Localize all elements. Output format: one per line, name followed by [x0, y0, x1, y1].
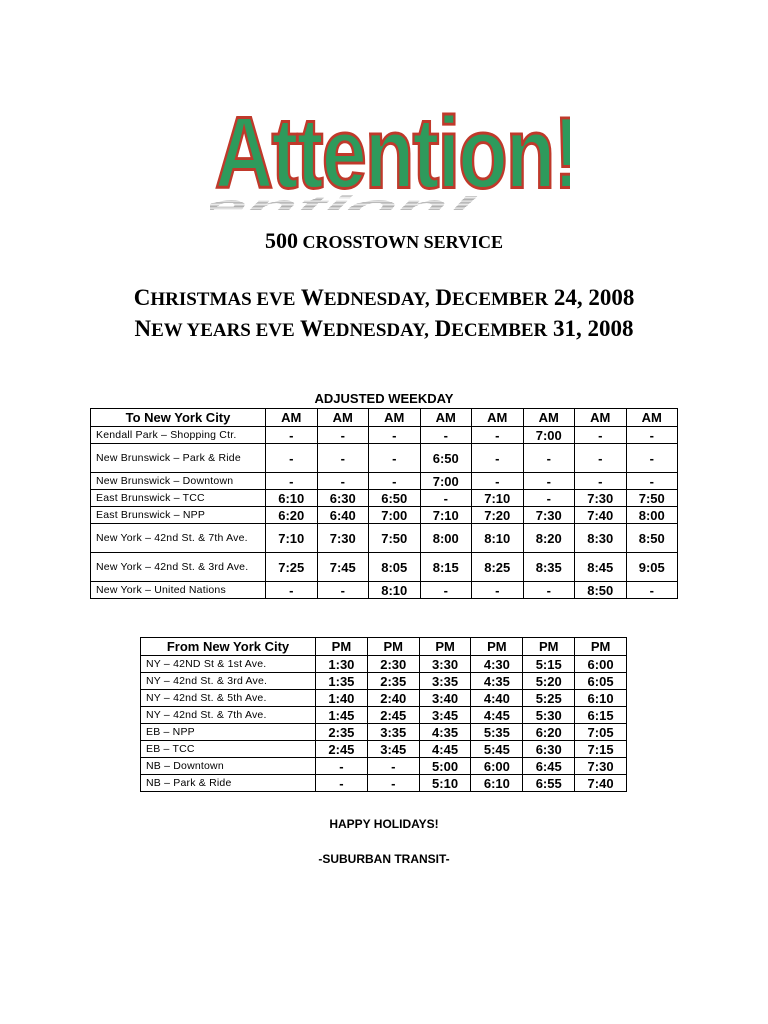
departure-time: 8:20 — [523, 524, 575, 553]
outbound-header-row — [91, 409, 678, 427]
departure-time: - — [472, 582, 524, 599]
departure-time: 6:00 — [471, 758, 523, 775]
departure-time: - — [369, 473, 421, 490]
date-line-1: CHRISTMAS EVE WEDNESDAY, DECEMBER 24, 2008 — [133, 285, 635, 310]
outbound-period-header: AM — [626, 409, 678, 427]
table-row — [141, 707, 627, 724]
departure-time: 3:30 — [419, 656, 471, 673]
departure-time: - — [367, 758, 419, 775]
stop-name: New York – 42nd St. & 7th Ave. — [91, 524, 266, 553]
departure-time: - — [472, 427, 524, 444]
departure-time: - — [369, 427, 421, 444]
departure-time: 3:45 — [367, 741, 419, 758]
stop-name: New Brunswick – Park & Ride — [91, 444, 266, 473]
inbound-period-header: PM — [419, 638, 471, 656]
outbound-period-header: AM — [472, 409, 524, 427]
stop-name: Kendall Park – Shopping Ctr. — [91, 427, 266, 444]
table-row — [141, 741, 627, 758]
departure-time: 6:50 — [369, 490, 421, 507]
departure-time: - — [575, 473, 627, 490]
departure-time: 7:50 — [626, 490, 678, 507]
departure-time: 6:15 — [575, 707, 627, 724]
departure-time: 2:40 — [367, 690, 419, 707]
route-number: 500 — [264, 228, 298, 253]
outbound-header-label: To New York City — [91, 409, 266, 427]
departure-time: - — [523, 582, 575, 599]
table-row — [91, 507, 678, 524]
table-row — [91, 553, 678, 582]
departure-time: 5:00 — [419, 758, 471, 775]
inbound-schedule-table — [140, 637, 627, 792]
table-row — [141, 656, 627, 673]
departure-time: 1:30 — [316, 656, 368, 673]
departure-time: - — [266, 473, 318, 490]
departure-time: 5:15 — [523, 656, 575, 673]
departure-time: - — [472, 444, 524, 473]
departure-time: - — [316, 775, 368, 792]
departure-time: 7:10 — [266, 524, 318, 553]
schedule-title: ADJUSTED WEEKDAY — [314, 391, 454, 406]
departure-time: 7:00 — [523, 427, 575, 444]
stop-name: East Brunswick – NPP — [91, 507, 266, 524]
departure-time: - — [317, 427, 369, 444]
outbound-period-header: AM — [317, 409, 369, 427]
departure-time: 1:45 — [316, 707, 368, 724]
outbound-period-header: AM — [266, 409, 318, 427]
departure-time: 4:40 — [471, 690, 523, 707]
outbound-schedule-table — [90, 408, 678, 599]
table-row — [91, 524, 678, 553]
departure-time: 7:00 — [420, 473, 472, 490]
departure-time: - — [575, 427, 627, 444]
table-row — [91, 473, 678, 490]
departure-time: 8:30 — [575, 524, 627, 553]
outbound-period-header: AM — [369, 409, 421, 427]
stop-name: EB – NPP — [141, 724, 316, 741]
outbound-period-header: AM — [575, 409, 627, 427]
departure-time: 7:40 — [575, 775, 627, 792]
departure-time: 1:35 — [316, 673, 368, 690]
table-row — [141, 775, 627, 792]
stop-name: NY – 42nd St. & 5th Ave. — [141, 690, 316, 707]
stop-name: NB – Park & Ride — [141, 775, 316, 792]
departure-time: 6:00 — [575, 656, 627, 673]
departure-time: - — [420, 582, 472, 599]
service-heading — [0, 228, 768, 254]
departure-time: - — [523, 490, 575, 507]
departure-time: - — [420, 427, 472, 444]
departure-time: 8:50 — [575, 582, 627, 599]
departure-time: 3:40 — [419, 690, 471, 707]
table-row — [141, 758, 627, 775]
departure-time: 7:30 — [575, 758, 627, 775]
departure-time: 7:05 — [575, 724, 627, 741]
departure-time: - — [472, 473, 524, 490]
departure-time: 7:30 — [575, 490, 627, 507]
departure-time: 6:50 — [420, 444, 472, 473]
departure-time: - — [317, 582, 369, 599]
departure-time: 7:30 — [523, 507, 575, 524]
departure-time: - — [626, 473, 678, 490]
departure-time: - — [626, 427, 678, 444]
departure-time: 5:30 — [523, 707, 575, 724]
table-row — [91, 582, 678, 599]
inbound-period-header: PM — [367, 638, 419, 656]
departure-time: 2:45 — [316, 741, 368, 758]
table-row — [141, 690, 627, 707]
departure-time: 6:20 — [266, 507, 318, 524]
departure-time: - — [317, 473, 369, 490]
departure-time: 4:30 — [471, 656, 523, 673]
departure-time: - — [266, 582, 318, 599]
departure-time: - — [317, 444, 369, 473]
departure-time: 6:20 — [523, 724, 575, 741]
departure-time: 5:35 — [471, 724, 523, 741]
departure-time: - — [626, 582, 678, 599]
departure-time: 6:30 — [523, 741, 575, 758]
stop-name: NY – 42nd St. & 3rd Ave. — [141, 673, 316, 690]
stop-name: NY – 42ND St & 1st Ave. — [141, 656, 316, 673]
departure-time: 5:45 — [471, 741, 523, 758]
departure-time: 3:35 — [367, 724, 419, 741]
departure-time: 6:55 — [523, 775, 575, 792]
departure-time: 7:30 — [317, 524, 369, 553]
stop-name: New York – 42nd St. & 3rd Ave. — [91, 553, 266, 582]
departure-time: 1:40 — [316, 690, 368, 707]
route-name: CROSSTOWN SERVICE — [302, 232, 504, 252]
departure-time: 6:10 — [471, 775, 523, 792]
departure-time: 7:20 — [472, 507, 524, 524]
departure-time: 4:45 — [419, 741, 471, 758]
table-row — [91, 444, 678, 473]
holiday-dates — [0, 283, 768, 345]
departure-time: 7:10 — [420, 507, 472, 524]
departure-time: - — [523, 444, 575, 473]
departure-time: 6:10 — [575, 690, 627, 707]
outbound-period-header: AM — [523, 409, 575, 427]
departure-time: 6:05 — [575, 673, 627, 690]
departure-time: 7:40 — [575, 507, 627, 524]
headline-shadow: Attention! — [210, 189, 492, 210]
departure-time: 2:35 — [316, 724, 368, 741]
departure-time: 3:45 — [419, 707, 471, 724]
departure-time: 6:40 — [317, 507, 369, 524]
departure-time: 4:35 — [471, 673, 523, 690]
departure-time: - — [367, 775, 419, 792]
departure-time: 8:25 — [472, 553, 524, 582]
holiday-greeting: HAPPY HOLIDAYS! — [329, 817, 439, 831]
departure-time: 7:00 — [369, 507, 421, 524]
stop-name: New Brunswick – Downtown — [91, 473, 266, 490]
inbound-header-label: From New York City — [141, 638, 316, 656]
departure-time: 7:10 — [472, 490, 524, 507]
company-name: -SUBURBAN TRANSIT- — [318, 852, 450, 866]
stop-name: NY – 42nd St. & 7th Ave. — [141, 707, 316, 724]
departure-time: 5:25 — [523, 690, 575, 707]
stop-name: EB – TCC — [141, 741, 316, 758]
departure-time: 6:10 — [266, 490, 318, 507]
departure-time: 4:45 — [471, 707, 523, 724]
departure-time: - — [420, 490, 472, 507]
departure-time: - — [316, 758, 368, 775]
attention-banner — [210, 100, 570, 210]
inbound-period-header: PM — [471, 638, 523, 656]
inbound-period-header: PM — [523, 638, 575, 656]
departure-time: 8:35 — [523, 553, 575, 582]
departure-time: 2:30 — [367, 656, 419, 673]
departure-time: 8:10 — [369, 582, 421, 599]
inbound-period-header: PM — [316, 638, 368, 656]
outbound-period-header: AM — [420, 409, 472, 427]
departure-time: 8:50 — [626, 524, 678, 553]
table-row — [91, 490, 678, 507]
departure-time: 2:35 — [367, 673, 419, 690]
table-row — [141, 673, 627, 690]
departure-time: 2:45 — [367, 707, 419, 724]
departure-time: - — [266, 427, 318, 444]
stop-name: East Brunswick – TCC — [91, 490, 266, 507]
attention-graphic — [210, 100, 570, 210]
inbound-period-header: PM — [575, 638, 627, 656]
departure-time: 8:45 — [575, 553, 627, 582]
inbound-header-row — [141, 638, 627, 656]
departure-time: - — [369, 444, 421, 473]
departure-time: - — [523, 473, 575, 490]
departure-time: 7:25 — [266, 553, 318, 582]
departure-time: 7:15 — [575, 741, 627, 758]
stop-name: NB – Downtown — [141, 758, 316, 775]
departure-time: 9:05 — [626, 553, 678, 582]
departure-time: 8:00 — [420, 524, 472, 553]
departure-time: - — [266, 444, 318, 473]
departure-time: 5:20 — [523, 673, 575, 690]
headline-text: Attention! — [214, 100, 570, 210]
departure-time: 6:45 — [523, 758, 575, 775]
departure-time: 5:10 — [419, 775, 471, 792]
date-line-2: NEW YEARS EVE WEDNESDAY, DECEMBER 31, 2008 — [134, 316, 634, 341]
departure-time: - — [626, 444, 678, 473]
departure-time: 3:35 — [419, 673, 471, 690]
departure-time: 6:30 — [317, 490, 369, 507]
departure-time: 8:10 — [472, 524, 524, 553]
stop-name: New York – United Nations — [91, 582, 266, 599]
departure-time: 4:35 — [419, 724, 471, 741]
departure-time: 8:00 — [626, 507, 678, 524]
departure-time: - — [575, 444, 627, 473]
departure-time: 7:45 — [317, 553, 369, 582]
table-row — [141, 724, 627, 741]
departure-time: 7:50 — [369, 524, 421, 553]
table-row — [91, 427, 678, 444]
departure-time: 8:15 — [420, 553, 472, 582]
departure-time: 8:05 — [369, 553, 421, 582]
